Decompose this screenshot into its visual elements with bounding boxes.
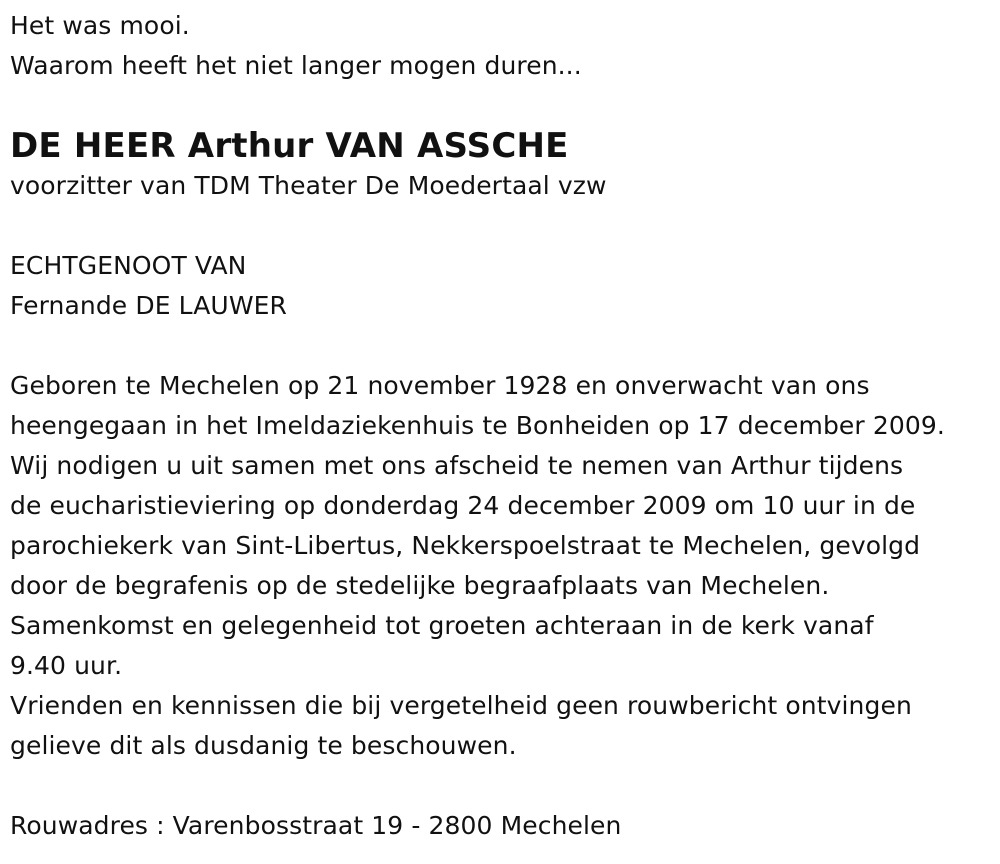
mourning-address: Rouwadres : Varenbosstraat 19 - 2800 Mechelen <box>10 811 622 840</box>
spacer <box>10 206 995 246</box>
deceased-name-heading: DE HEER Arthur VAN ASSCHE <box>10 126 569 166</box>
body-line: 9.40 uur. <box>10 651 123 680</box>
body-line: parochiekerk van Sint-Libertus, Nekkerspoelstraat te Mechelen, gevolgd <box>10 531 921 560</box>
deceased-role: voorzitter van TDM Theater De Moedertaal vzw <box>10 171 607 200</box>
body-line: Wij nodigen u uit samen met ons afscheid te nemen van Arthur tijdens <box>10 451 904 480</box>
body-line: Vrienden en kennissen die bij vergetelheid geen rouwbericht ontvingen <box>10 691 912 720</box>
obituary-document <box>10 6 995 846</box>
intro-line-1: Het was mooi. <box>10 11 190 40</box>
intro-line-2: Waarom heeft het niet langer mogen duren... <box>10 51 582 80</box>
spouse-label: ECHTGENOOT VAN <box>10 251 247 280</box>
body-line: Geboren te Mechelen op 21 november 1928 en onverwacht van ons <box>10 371 870 400</box>
spacer <box>10 326 995 366</box>
body-line: de eucharistieviering op donderdag 24 december 2009 om 10 uur in de <box>10 491 916 520</box>
announcement-body <box>10 366 995 766</box>
body-line: heengegaan in het Imeldaziekenhuis te Bonheiden op 17 december 2009. <box>10 411 945 440</box>
body-line: Samenkomst en gelegenheid tot groeten achteraan in de kerk vanaf <box>10 611 874 640</box>
body-line: gelieve dit als dusdanig te beschouwen. <box>10 731 517 760</box>
body-line: door de begrafenis op de stedelijke begraafplaats van Mechelen. <box>10 571 830 600</box>
spouse-name: Fernande DE LAUWER <box>10 291 288 320</box>
spacer <box>10 766 995 806</box>
